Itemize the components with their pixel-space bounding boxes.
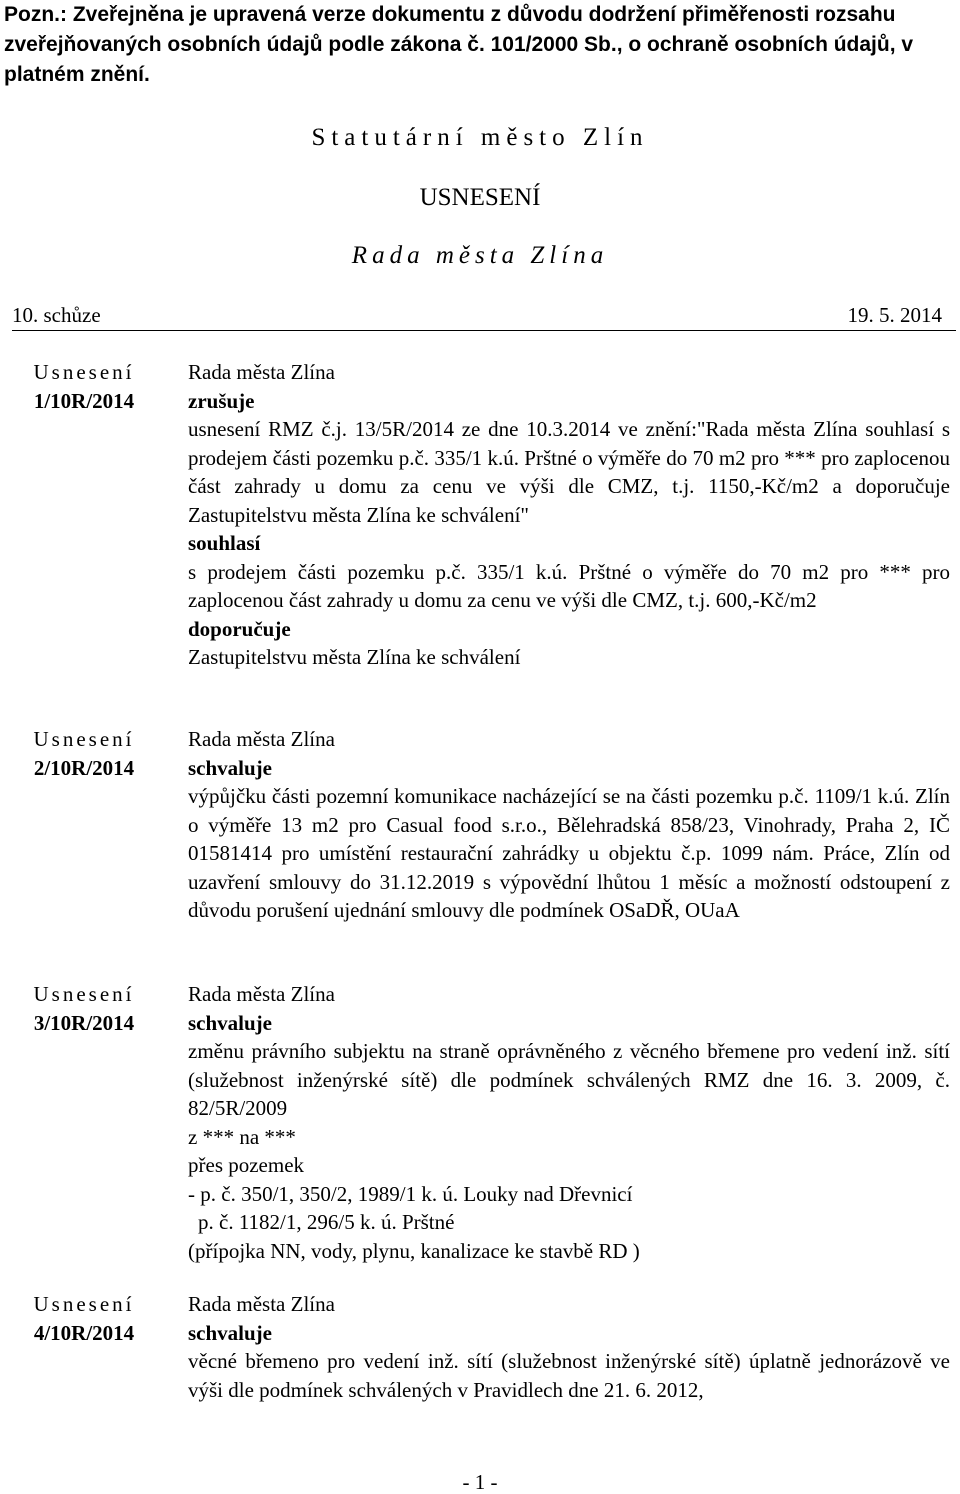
resolution-number: 3/10R/2014	[33, 1011, 135, 1035]
resolution-line: Rada města Zlína	[188, 360, 335, 384]
resolution-line: Zastupitelstvu města Zlína ke schválení	[188, 645, 521, 669]
resolution-line: věcné břemeno pro vedení inž. sítí (služebnost inženýrské sítě) úplatně jednorázově ve výši dle podmínek schválených v Pravidlech dne 21. 6. 2012,	[188, 1349, 950, 1402]
resolution-body	[188, 980, 950, 1265]
resolution-verb: souhlasí	[188, 531, 261, 555]
resolution-word: Usnesení	[33, 727, 135, 751]
resolution-line: (přípojka NN, vody, plynu, kanalizace ke stavbě RD )	[188, 1238, 640, 1263]
resolution-verb: schvaluje	[188, 1320, 272, 1345]
resolution-line: změnu právního subjektu na straně oprávněného z věcného břemene pro vedení inž. sítí (služebnost inženýrské sítě) dle podmínek schválených RMZ dne 16. 3. 2009, č. 82/5R/2009	[188, 1039, 950, 1120]
resolution-label	[14, 725, 154, 783]
meeting-date: 19. 5. 2014	[847, 303, 942, 327]
meeting-number: 10. schůze	[12, 303, 101, 327]
resolution-body	[188, 358, 950, 672]
resolution-word: Usnesení	[33, 360, 135, 384]
resolution-verb: schvaluje	[188, 755, 272, 780]
resolution-verb: zrušuje	[188, 388, 255, 413]
resolution-label	[14, 980, 154, 1038]
resolution-number: 4/10R/2014	[33, 1321, 135, 1345]
resolution-label	[14, 358, 154, 416]
resolution-body	[188, 725, 950, 925]
resolution-body	[188, 1290, 950, 1404]
organization-name: Statutární město Zlín	[311, 124, 649, 151]
resolution-verb: doporučuje	[188, 616, 291, 641]
resolution-number: 1/10R/2014	[33, 389, 135, 413]
meeting-header	[12, 300, 956, 331]
resolution-line: Rada města Zlína	[188, 1292, 335, 1316]
resolution-line: p. č. 1182/1, 296/5 k. ú. Prštné	[198, 1210, 455, 1234]
resolution-line: usnesení RMZ č.j. 13/5R/2014 ze dne 10.3.2014 ve znění:"Rada města Zlína souhlasí s prodejem části pozemku p.č. 335/1 k.ú. Prštné o výměře do 70 m2 pro *** pro zaplocenou část zahrady u domu za cenu ve výši dle CMZ, t.j. 1150,-Kč/m2 a doporučuje Zastupitelstvu města Zlína ke schválení"	[188, 417, 950, 527]
resolution-label	[14, 1290, 154, 1348]
resolution-verb: schvaluje	[188, 1010, 272, 1035]
resolution-line: s prodejem části pozemku p.č. 335/1 k.ú. Prštné o výměře do 70 m2 pro *** pro zaplocenou část zahrady u domu za cenu ve výši dle CMZ, t.j. 600,-Kč/m2	[188, 559, 950, 612]
resolution-word: Usnesení	[33, 982, 135, 1006]
resolution-line: výpůjčku části pozemní komunikace nacházející se na části pozemku p.č. 1109/1 k.ú. Zlín o výměře 13 m2 pro Casual food s.r.o., Bělehradská 858/23, Vinohrady, Praha 2, IČ 01581414 pro umístění restaurační zahrádky u objektu č.p. 1099 nám. Práce, Zlín od uzavření smlouvy do 31.12.2019 s výpovědní lhůtou 1 měsíc a možností odstoupení z důvodu porušení ujednání smlouvy dle podmínek OSaDŘ, OUaA	[188, 784, 950, 922]
resolution-line: z *** na ***	[188, 1124, 296, 1149]
resolution-line: Rada města Zlína	[188, 982, 335, 1006]
resolution-line: přes pozemek	[188, 1153, 305, 1177]
page-number: - 1 -	[462, 1470, 498, 1494]
document-title: USNESENÍ	[419, 184, 541, 211]
resolution-word: Usnesení	[33, 1292, 135, 1316]
publication-note: Pozn.: Zveřejněna je upravená verze dokumentu z důvodu dodržení přiměřenosti rozsahu zveřejňovaných osobních údajů podle zákona č. 101/2000 Sb., o ochraně osobních údajů, v platném znění.	[4, 3, 914, 86]
resolution-line: Rada města Zlína	[188, 727, 335, 751]
resolution-line: - p. č. 350/1, 350/2, 1989/1 k. ú. Louky nad Dřevnicí	[188, 1181, 633, 1206]
resolution-number: 2/10R/2014	[33, 756, 135, 780]
council-name: Rada města Zlína	[351, 242, 609, 269]
